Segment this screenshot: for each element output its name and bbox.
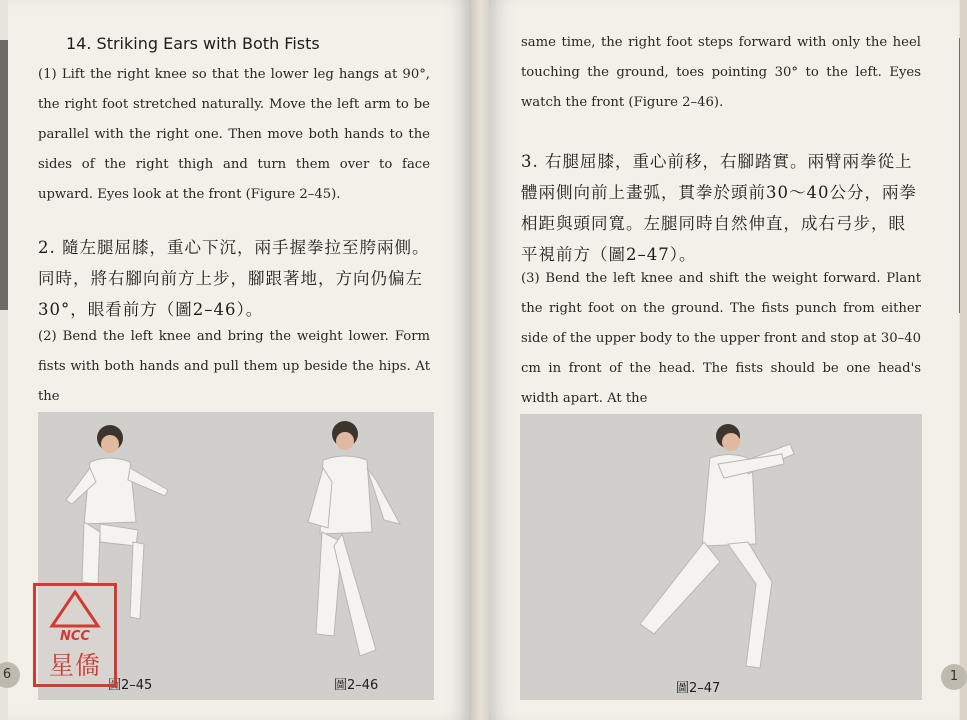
paragraph-3: (3) Bend the left knee and shift the weight forward. Plant the right foot on the ground. The fists punch from either side of the upper body to the upper front and stop at 30–40 cm in front of the head. The fists should be one head's width apart. At the (521, 271, 921, 406)
section-heading: 14. Striking Ears with Both Fists (66, 34, 320, 53)
paragraph-1: (1) Lift the right knee so that the lower leg hangs at 90°, the right foot stretched naturally. Move the left arm to be parallel with the right one. Then move both hands to the sides of the right thigh and turn them over to face upward. Eyes look at the front (Figure 2–45). (38, 67, 430, 202)
figure-caption-2-46: 圖2–46 (334, 678, 379, 693)
right-page (489, 0, 959, 720)
paragraph-continued: same time, the right foot steps forward with only the heel touching the ground, toes pointing 30° to the left. Eyes watch the front (Figure 2–46). (521, 35, 921, 110)
left-page-number: 6 (0, 662, 20, 688)
stamp-triangle-icon (36, 586, 114, 632)
stamp-name: 星僑 (48, 651, 101, 680)
tai-chi-figure-2-46 (308, 421, 400, 656)
figure-photo-right (520, 414, 922, 700)
book-gutter (471, 0, 489, 720)
tai-chi-figure-2-47 (640, 424, 794, 668)
figure-2-47-illustration (520, 414, 922, 700)
right-page-number: 1 (941, 664, 967, 690)
figure-caption-2-47: 圖2–47 (676, 681, 721, 696)
chinese-paragraph-3: 3. 右腿屈膝，重心前移，右腳踏實。兩臂兩拳從上體兩側向前上畫弧，貫拳於頭前30～40公分，兩拳相距與頭同寬。左腿同時自然伸直，成右弓步，眼平視前方（圖2–47）。 (521, 152, 917, 264)
paragraph-2: (2) Bend the left knee and bring the weight lower. Form fists with both hands and pull them up beside the hips. At the (38, 329, 430, 404)
publisher-stamp (33, 583, 117, 687)
stamp-brand: NCC (60, 629, 90, 644)
figure-caption-2-45: 圖2–45 (108, 678, 153, 693)
chinese-paragraph-2: 2. 隨左腿屈膝，重心下沉，兩手握拳拉至胯兩側。同時，將右腳向前方上步，腳跟著地，方向仍偏左30°，眼看前方（圖2–46）。 (38, 238, 430, 319)
